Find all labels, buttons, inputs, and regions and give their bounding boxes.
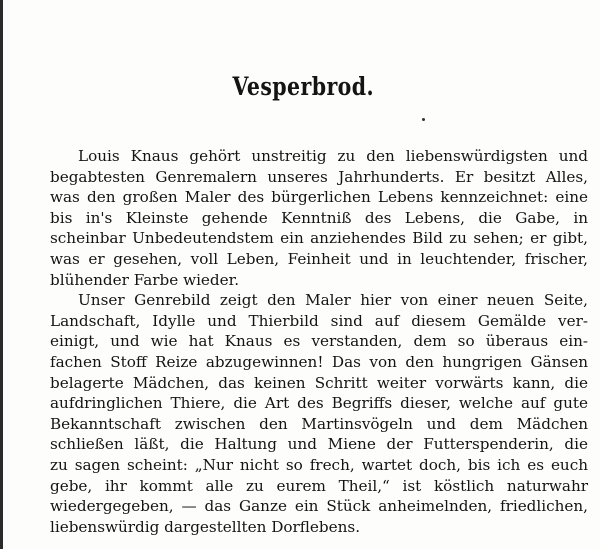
- text-line: was er gesehen, voll Leben, Feinheit und in leuchtender, frischer,: [50, 249, 588, 268]
- print-speck: [422, 118, 425, 121]
- text-line: schließen läßt, die Haltung und Miene der Futterspenderin, die: [50, 435, 588, 454]
- text-line: gebe, ihr kommt alle zu eurem Theil,“ ist köstlich naturwahr: [50, 476, 588, 495]
- text-line: Unser Genrebild zeigt den Maler hier von einer neuen Seite,: [78, 291, 588, 310]
- paragraph-2: [50, 290, 588, 537]
- text-line: zu sagen scheint: „Nur nicht so frech, wartet doch, bis ich es euch: [50, 455, 588, 474]
- text-line: begabtesten Genremalern unseres Jahrhunderts. Er besitzt Alles,: [50, 167, 588, 186]
- text-line: einigt, und wie hat Knaus es verstanden, dem so überaus ein-: [50, 332, 588, 351]
- text-line: was den großen Maler des bürgerlichen Lebens kennzeichnet: eine: [50, 188, 588, 207]
- text-line: wiedergegeben, — das Ganze ein Stück anheimelnden, friedlichen,: [50, 497, 588, 516]
- article-title: Vesperbrod.: [232, 71, 375, 101]
- text-line: aufdringlichen Thiere, die Art des Begriffs dieser, welche auf gute: [50, 394, 588, 413]
- page-edge-shadow: [0, 0, 3, 549]
- text-line: belagerte Mädchen, das keinen Schritt weiter vorwärts kann, die: [50, 373, 588, 392]
- text-line: fachen Stoff Reize abzugewinnen! Das von den hungrigen Gänsen: [50, 352, 588, 371]
- text-line: Bekanntschaft zwischen den Martinsvögeln und dem Mädchen: [50, 414, 588, 433]
- text-line: liebenswürdig dargestellten Dorflebens.: [50, 517, 361, 536]
- text-line: scheinbar Unbedeutendstem ein anziehendes Bild zu sehen; er gibt,: [50, 229, 588, 248]
- text-line: bis in's Kleinste gehende Kenntniß des Lebens, die Gabe, in: [50, 208, 588, 227]
- text-line: Landschaft, Idylle und Thierbild sind auf diesem Gemälde ver-: [50, 311, 588, 330]
- text-line: blühender Farbe wieder.: [50, 270, 240, 289]
- paragraph-1: [50, 146, 588, 290]
- article-body: [50, 146, 588, 537]
- text-line: Louis Knaus gehört unstreitig zu den liebenswürdigsten und: [78, 147, 588, 165]
